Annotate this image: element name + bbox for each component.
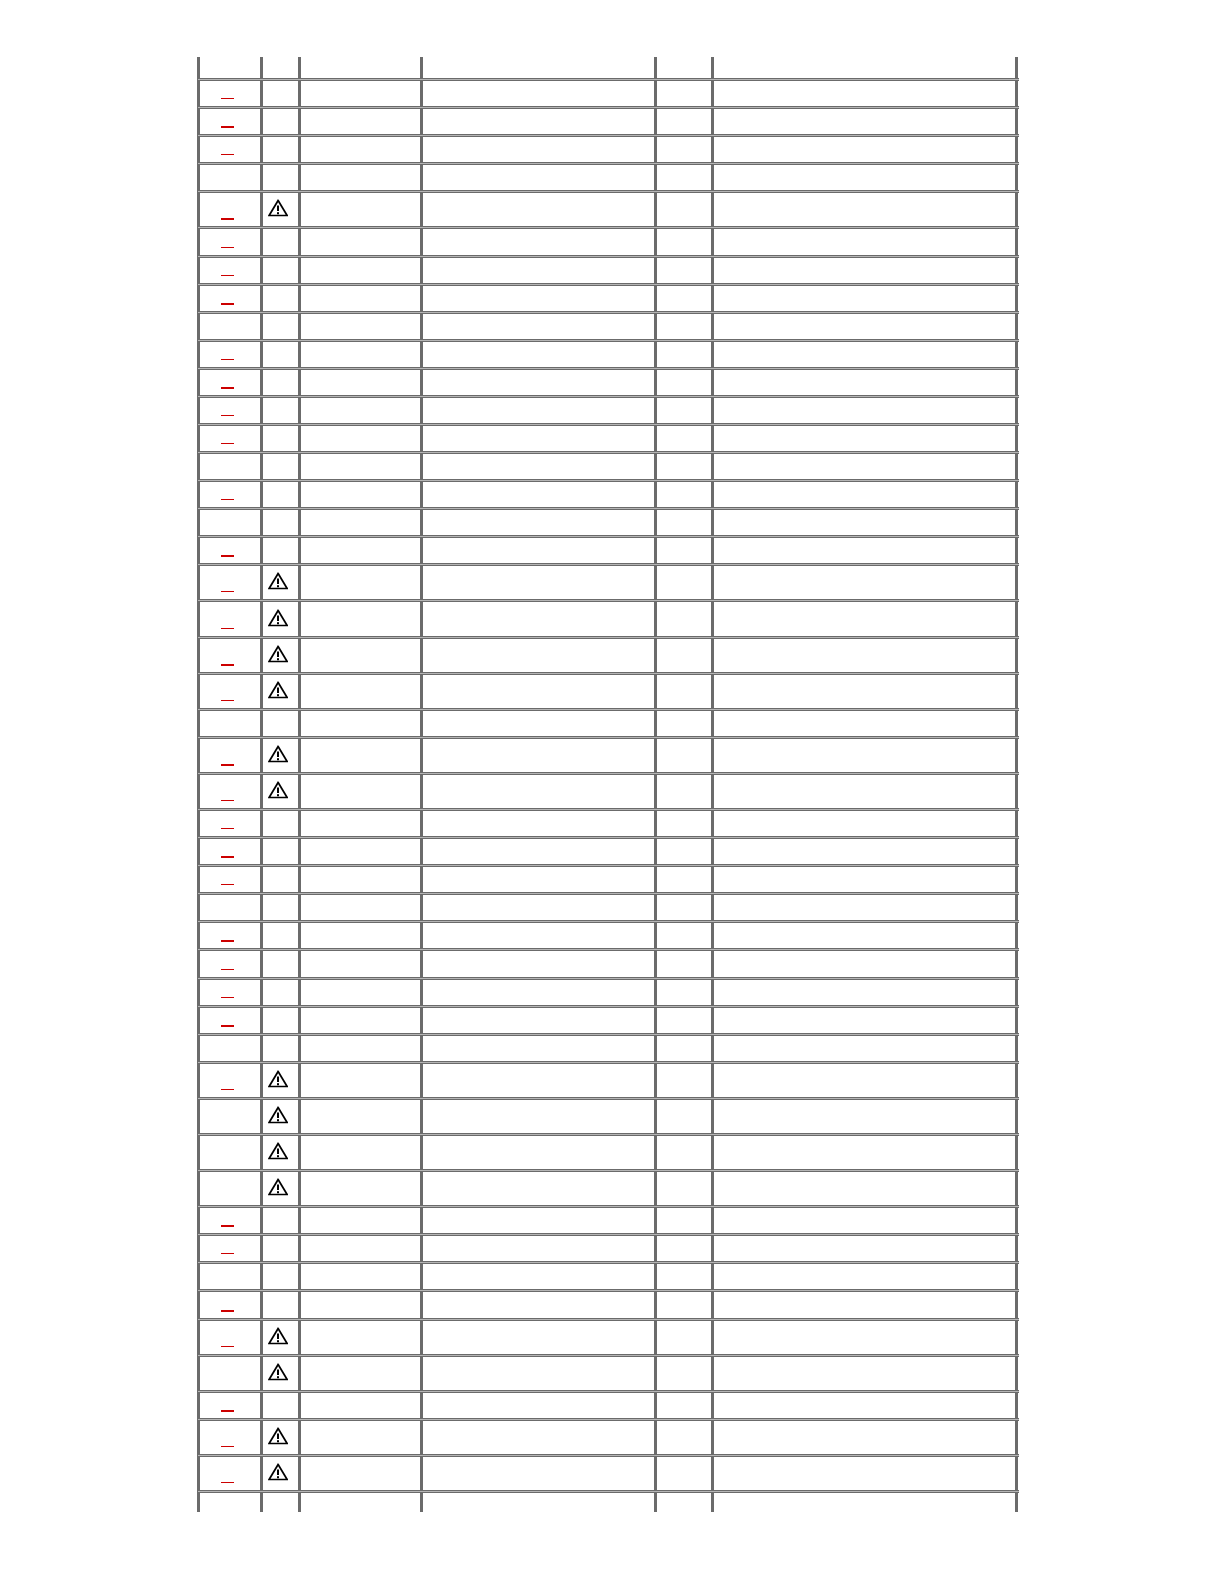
row-divider bbox=[198, 977, 1019, 980]
row-divider bbox=[198, 226, 1019, 229]
row-link[interactable] bbox=[221, 218, 234, 220]
warning-triangle-icon bbox=[268, 1178, 288, 1196]
row-divider bbox=[198, 1169, 1019, 1172]
row-divider bbox=[198, 836, 1019, 839]
row-link[interactable] bbox=[221, 154, 234, 155]
row-divider bbox=[198, 1205, 1019, 1208]
row-link[interactable] bbox=[221, 628, 234, 629]
row-link[interactable] bbox=[221, 828, 234, 829]
row-divider bbox=[198, 507, 1019, 510]
warning-triangle-icon bbox=[268, 781, 288, 799]
row-link[interactable] bbox=[221, 443, 234, 444]
row-link[interactable] bbox=[221, 359, 234, 360]
row-divider bbox=[198, 339, 1019, 342]
row-link[interactable] bbox=[221, 126, 234, 128]
column-divider bbox=[260, 57, 263, 1512]
row-divider bbox=[198, 423, 1019, 426]
row-divider bbox=[198, 535, 1019, 538]
row-divider bbox=[198, 78, 1019, 81]
row-divider bbox=[198, 1133, 1019, 1136]
row-link[interactable] bbox=[221, 303, 234, 305]
row-divider bbox=[198, 672, 1019, 675]
row-link[interactable] bbox=[221, 499, 234, 500]
warning-triangle-icon bbox=[268, 1363, 288, 1381]
row-divider bbox=[198, 708, 1019, 711]
column-divider bbox=[711, 57, 714, 1512]
row-link[interactable] bbox=[221, 1089, 234, 1090]
row-link[interactable] bbox=[221, 940, 234, 942]
row-divider bbox=[198, 1354, 1019, 1357]
row-link[interactable] bbox=[221, 1310, 234, 1312]
warning-triangle-icon bbox=[268, 199, 288, 217]
row-link[interactable] bbox=[221, 856, 234, 858]
row-divider bbox=[198, 808, 1019, 811]
row-divider bbox=[198, 162, 1019, 165]
row-divider bbox=[198, 190, 1019, 193]
row-link[interactable] bbox=[221, 1253, 234, 1254]
column-divider bbox=[420, 57, 423, 1512]
warning-triangle-icon bbox=[268, 1106, 288, 1124]
row-divider bbox=[198, 451, 1019, 454]
row-link[interactable] bbox=[221, 997, 234, 998]
warning-triangle-icon bbox=[268, 572, 288, 590]
row-divider bbox=[198, 1454, 1019, 1457]
row-divider bbox=[198, 1289, 1019, 1292]
warning-triangle-icon bbox=[268, 745, 288, 763]
row-link[interactable] bbox=[221, 1025, 234, 1027]
warning-triangle-icon bbox=[268, 645, 288, 663]
row-divider bbox=[198, 1061, 1019, 1064]
row-divider bbox=[198, 636, 1019, 639]
row-divider bbox=[198, 599, 1019, 602]
row-divider bbox=[198, 1418, 1019, 1421]
warning-triangle-icon bbox=[268, 609, 288, 627]
column-divider bbox=[654, 57, 657, 1512]
row-divider bbox=[198, 255, 1019, 258]
row-link[interactable] bbox=[221, 98, 234, 99]
row-divider bbox=[198, 311, 1019, 314]
warning-triangle-icon bbox=[268, 1427, 288, 1445]
warning-triangle-icon bbox=[268, 681, 288, 699]
row-divider bbox=[198, 1233, 1019, 1236]
row-link[interactable] bbox=[221, 764, 234, 766]
row-divider bbox=[198, 948, 1019, 951]
row-link[interactable] bbox=[221, 1482, 234, 1483]
row-link[interactable] bbox=[221, 884, 234, 885]
row-divider bbox=[198, 864, 1019, 867]
row-divider bbox=[198, 736, 1019, 739]
row-divider bbox=[198, 367, 1019, 370]
row-divider bbox=[198, 283, 1019, 286]
warning-triangle-icon bbox=[268, 1142, 288, 1160]
row-divider bbox=[198, 1318, 1019, 1321]
row-divider bbox=[198, 479, 1019, 482]
row-divider bbox=[198, 920, 1019, 923]
row-divider bbox=[198, 1005, 1019, 1008]
row-divider bbox=[198, 1390, 1019, 1393]
row-link[interactable] bbox=[221, 275, 234, 276]
row-divider bbox=[198, 134, 1019, 137]
row-link[interactable] bbox=[221, 1410, 234, 1412]
column-divider bbox=[1015, 57, 1018, 1512]
row-link[interactable] bbox=[221, 1446, 234, 1447]
warning-triangle-icon bbox=[268, 1327, 288, 1345]
row-link[interactable] bbox=[221, 591, 234, 592]
column-divider bbox=[298, 57, 301, 1512]
column-divider bbox=[197, 57, 200, 1512]
row-divider bbox=[198, 892, 1019, 895]
row-divider bbox=[198, 395, 1019, 398]
row-link[interactable] bbox=[221, 415, 234, 416]
row-link[interactable] bbox=[221, 700, 234, 701]
row-link[interactable] bbox=[221, 800, 234, 801]
row-divider bbox=[198, 1033, 1019, 1036]
row-link[interactable] bbox=[221, 247, 234, 248]
row-link[interactable] bbox=[221, 664, 234, 666]
row-divider bbox=[198, 772, 1019, 775]
row-link[interactable] bbox=[221, 555, 234, 557]
row-divider bbox=[198, 1490, 1019, 1493]
row-divider bbox=[198, 1097, 1019, 1100]
row-divider bbox=[198, 106, 1019, 109]
row-link[interactable] bbox=[221, 1346, 234, 1347]
warning-triangle-icon bbox=[268, 1070, 288, 1088]
row-link[interactable] bbox=[221, 1225, 234, 1227]
row-link[interactable] bbox=[221, 387, 234, 389]
row-divider bbox=[198, 1261, 1019, 1264]
row-divider bbox=[198, 563, 1019, 566]
warning-triangle-icon bbox=[268, 1463, 288, 1481]
row-link[interactable] bbox=[221, 969, 234, 970]
